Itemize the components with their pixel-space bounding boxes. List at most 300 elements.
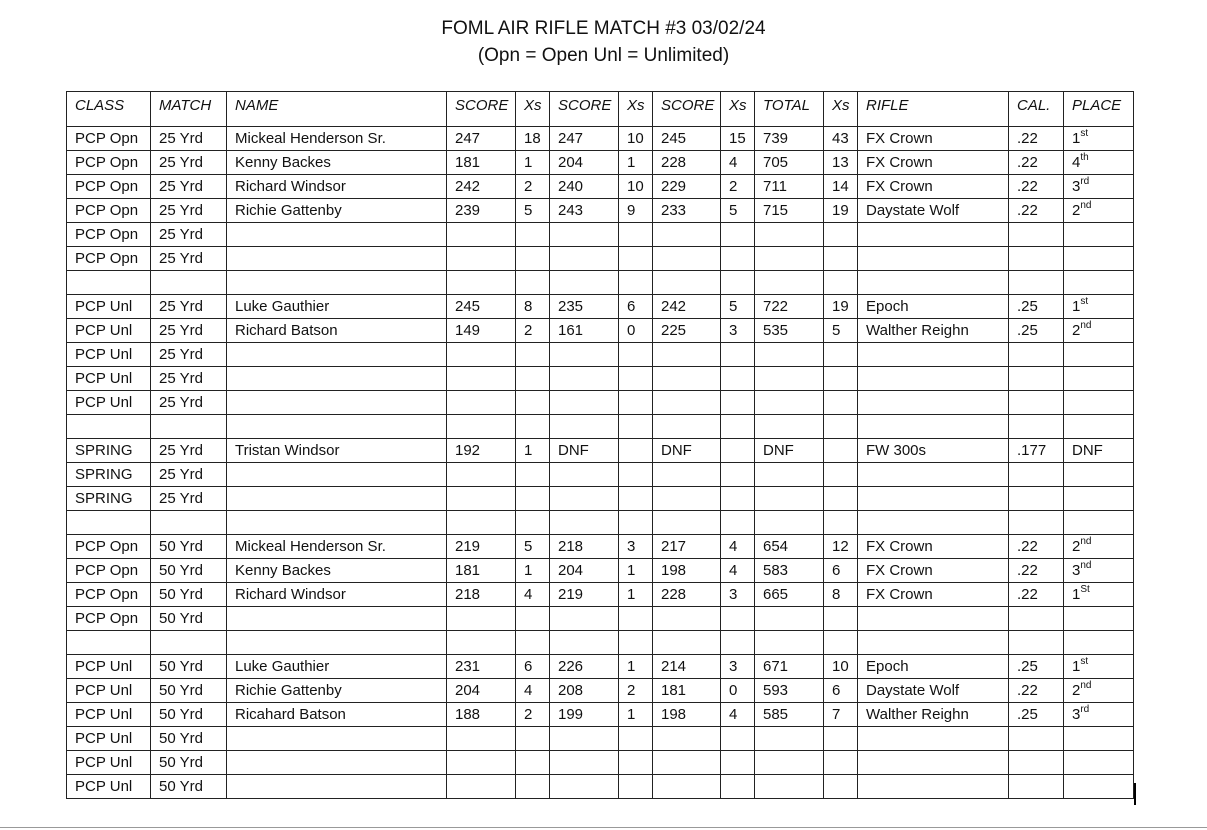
table-cell [619,367,653,391]
ordinal-suffix: nd [1080,560,1092,571]
table-cell [550,367,619,391]
table-cell: Luke Gauthier [227,295,447,319]
table-row [67,391,1134,415]
table-cell [619,727,653,751]
table-cell: .22 [1009,175,1064,199]
table-row [67,679,1134,703]
table-cell [653,415,721,439]
table-cell [824,223,858,247]
table-cell: PCP Unl [67,775,151,799]
table-cell: 4 [721,703,755,727]
table-cell: 665 [755,583,824,607]
table-cell: 535 [755,319,824,343]
table-cell [447,487,516,511]
table-cell: Richard Windsor [227,583,447,607]
table-cell [516,343,550,367]
table-cell: FW 300s [858,439,1009,463]
table-cell: 149 [447,319,516,343]
column-header: Xs [824,92,858,127]
table-cell: 1 [516,559,550,583]
table-cell [653,223,721,247]
table-cell [858,775,1009,799]
table-cell [619,343,653,367]
table-cell [516,511,550,535]
table-cell [653,631,721,655]
table-cell [1064,751,1134,775]
table-cell: PCP Opn [67,535,151,559]
table-cell: 245 [447,295,516,319]
table-cell: 1 [516,439,550,463]
table-cell: 239 [447,199,516,223]
table-cell: 6 [619,295,653,319]
table-cell [227,343,447,367]
table-cell [653,271,721,295]
table-cell [1009,775,1064,799]
table-cell: 1 [516,151,550,175]
table-cell [447,751,516,775]
table-cell [755,727,824,751]
table-cell [824,775,858,799]
text-cursor [1134,783,1136,805]
table-cell [1009,415,1064,439]
table-cell: 7 [824,703,858,727]
table-cell [227,607,447,631]
table-cell: Richie Gattenby [227,679,447,703]
table-cell: 10 [619,127,653,151]
table-row [67,463,1134,487]
table-row [67,703,1134,727]
table-cell: 219 [550,583,619,607]
table-cell: SPRING [67,487,151,511]
table-cell: 217 [653,535,721,559]
table-cell [447,343,516,367]
table-cell: 1St [1064,583,1134,607]
table-cell [550,511,619,535]
column-header: CLASS [67,92,151,127]
ordinal-suffix: nd [1080,320,1092,331]
table-cell [858,607,1009,631]
table-cell: .22 [1009,583,1064,607]
table-cell [1064,247,1134,271]
table-cell [824,631,858,655]
table-cell: 204 [447,679,516,703]
table-cell: .22 [1009,535,1064,559]
table-cell [1009,391,1064,415]
table-cell [447,511,516,535]
table-cell [550,751,619,775]
table-row [67,367,1134,391]
table-cell [619,631,653,655]
table-cell [619,391,653,415]
ordinal-suffix: nd [1080,536,1092,547]
table-cell [1064,367,1134,391]
ordinal-suffix: th [1080,152,1089,163]
table-cell: 25 Yrd [151,127,227,151]
table-cell: .22 [1009,559,1064,583]
table-row [67,487,1134,511]
table-cell [721,415,755,439]
table-cell: 219 [447,535,516,559]
table-cell [858,511,1009,535]
table-cell: .22 [1009,151,1064,175]
table-cell [824,415,858,439]
table-cell: PCP Unl [67,367,151,391]
table-cell [1009,343,1064,367]
separator-row [67,631,1134,655]
table-cell: 585 [755,703,824,727]
table-cell [516,775,550,799]
table-cell: 233 [653,199,721,223]
separator-row [67,271,1134,295]
column-header: RIFLE [858,92,1009,127]
table-cell: 4 [721,559,755,583]
table-cell: 4 [721,535,755,559]
column-header: Xs [516,92,550,127]
table-cell [227,751,447,775]
table-cell [447,415,516,439]
table-cell: 2 [619,679,653,703]
table-cell [550,775,619,799]
table-cell [721,463,755,487]
table-cell: Daystate Wolf [858,199,1009,223]
table-cell [447,607,516,631]
table-cell [1009,247,1064,271]
table-cell: 12 [824,535,858,559]
table-cell [653,247,721,271]
table-cell: 247 [447,127,516,151]
table-cell: DNF [550,439,619,463]
table-cell: 2nd [1064,319,1134,343]
table-cell [1064,775,1134,799]
table-cell [227,727,447,751]
table-cell [516,727,550,751]
table-cell: PCP Opn [67,151,151,175]
table-cell: Richard Windsor [227,175,447,199]
table-cell [1064,223,1134,247]
table-cell: 25 Yrd [151,319,227,343]
table-cell [653,367,721,391]
table-cell [67,271,151,295]
table-cell: 6 [824,679,858,703]
table-cell [550,391,619,415]
table-cell: 2 [516,703,550,727]
table-cell: 5 [824,319,858,343]
table-cell: 5 [721,295,755,319]
table-cell: DNF [755,439,824,463]
table-cell: 25 Yrd [151,463,227,487]
table-cell: .22 [1009,199,1064,223]
table-cell: 14 [824,175,858,199]
table-cell: Kenny Backes [227,559,447,583]
table-cell [1064,463,1134,487]
table-cell [516,223,550,247]
table-cell [755,367,824,391]
table-cell [858,391,1009,415]
table-cell: Mickeal Henderson Sr. [227,535,447,559]
table-cell [721,511,755,535]
table-cell [516,631,550,655]
table-row [67,727,1134,751]
table-cell: 711 [755,175,824,199]
table-cell: PCP Opn [67,199,151,223]
table-cell [858,631,1009,655]
table-row [67,583,1134,607]
table-cell [653,343,721,367]
table-cell: .177 [1009,439,1064,463]
ordinal-suffix: st [1080,296,1089,307]
results-table [66,91,1134,799]
table-cell [1064,487,1134,511]
table-cell [1009,511,1064,535]
table-cell: Daystate Wolf [858,679,1009,703]
table-cell: 18 [516,127,550,151]
table-cell: 161 [550,319,619,343]
table-cell: FX Crown [858,127,1009,151]
table-row [67,559,1134,583]
table-cell [653,487,721,511]
table-cell [824,391,858,415]
table-cell [858,463,1009,487]
table-cell [1064,271,1134,295]
table-cell: 25 Yrd [151,175,227,199]
table-cell: 50 Yrd [151,679,227,703]
table-cell [550,223,619,247]
table-cell: 25 Yrd [151,487,227,511]
table-cell: 50 Yrd [151,727,227,751]
column-header: CAL. [1009,92,1064,127]
table-cell: 225 [653,319,721,343]
table-cell [516,391,550,415]
table-row [67,199,1134,223]
table-cell [721,367,755,391]
table-cell [721,751,755,775]
table-cell: 2nd [1064,535,1134,559]
table-cell [1009,271,1064,295]
table-cell: DNF [653,439,721,463]
table-cell: 50 Yrd [151,655,227,679]
table-cell [550,607,619,631]
table-cell: 25 Yrd [151,223,227,247]
table-cell [619,415,653,439]
table-cell [721,223,755,247]
table-cell: PCP Unl [67,319,151,343]
table-row [67,295,1134,319]
table-cell [227,775,447,799]
table-cell: DNF [1064,439,1134,463]
table-cell: 228 [653,151,721,175]
table-cell: Richard Batson [227,319,447,343]
table-cell [824,727,858,751]
table-cell: PCP Opn [67,127,151,151]
column-header: Xs [721,92,755,127]
table-cell: 50 Yrd [151,535,227,559]
table-cell: Tristan Windsor [227,439,447,463]
table-cell: Luke Gauthier [227,655,447,679]
table-cell: 8 [516,295,550,319]
table-cell: FX Crown [858,151,1009,175]
ordinal-suffix: rd [1080,176,1090,187]
table-cell [1064,607,1134,631]
table-cell [755,607,824,631]
table-row [67,175,1134,199]
table-cell: 583 [755,559,824,583]
table-cell: 6 [516,655,550,679]
table-cell [858,343,1009,367]
table-cell [824,439,858,463]
column-header: TOTAL [755,92,824,127]
table-cell [653,775,721,799]
table-cell: PCP Opn [67,247,151,271]
table-cell: 50 Yrd [151,607,227,631]
table-cell: 204 [550,151,619,175]
table-cell [227,223,447,247]
table-cell: 218 [550,535,619,559]
table-cell: 5 [516,199,550,223]
table-cell: 19 [824,199,858,223]
table-cell [721,631,755,655]
table-cell: .25 [1009,319,1064,343]
table-cell: .22 [1009,127,1064,151]
table-cell: 0 [619,319,653,343]
table-cell: PCP Opn [67,175,151,199]
table-cell [619,487,653,511]
table-cell: FX Crown [858,559,1009,583]
table-cell: 181 [447,559,516,583]
table-cell [755,463,824,487]
table-cell: 1st [1064,295,1134,319]
table-cell: 1 [619,151,653,175]
table-cell: Epoch [858,655,1009,679]
table-cell [824,343,858,367]
table-cell [755,343,824,367]
table-cell: PCP Unl [67,679,151,703]
table-cell [447,247,516,271]
table-cell [824,367,858,391]
ordinal-suffix: st [1080,128,1089,139]
table-cell [550,247,619,271]
table-cell: 25 Yrd [151,439,227,463]
table-cell [1009,751,1064,775]
table-cell [447,775,516,799]
table-cell: 181 [447,151,516,175]
table-cell: 722 [755,295,824,319]
table-cell: Mickeal Henderson Sr. [227,127,447,151]
table-cell: 5 [721,199,755,223]
table-cell [653,463,721,487]
table-cell: 25 Yrd [151,343,227,367]
table-cell: 228 [653,583,721,607]
column-header: Xs [619,92,653,127]
table-cell: FX Crown [858,583,1009,607]
table-cell [550,727,619,751]
table-row [67,247,1134,271]
table-cell [1064,631,1134,655]
table-cell: 715 [755,199,824,223]
table-cell [227,487,447,511]
table-cell: PCP Unl [67,655,151,679]
table-cell [1064,727,1134,751]
separator-row [67,511,1134,535]
table-cell: 1 [619,703,653,727]
table-cell [619,751,653,775]
table-row [67,439,1134,463]
table-row [67,775,1134,799]
table-cell: 4 [516,679,550,703]
table-cell: 214 [653,655,721,679]
table-cell [824,463,858,487]
table-cell [447,463,516,487]
table-cell: 247 [550,127,619,151]
table-cell [550,463,619,487]
table-cell: 25 Yrd [151,247,227,271]
table-cell: 3nd [1064,559,1134,583]
table-cell [1064,511,1134,535]
table-cell: 3 [619,535,653,559]
table-cell: 204 [550,559,619,583]
table-cell: PCP Opn [67,223,151,247]
table-cell: 2nd [1064,679,1134,703]
table-cell [516,751,550,775]
table-cell: 1 [619,583,653,607]
table-cell [1009,487,1064,511]
table-cell [1064,343,1134,367]
table-cell: 9 [619,199,653,223]
table-cell [1009,463,1064,487]
table-cell [653,607,721,631]
table-cell: 4 [721,151,755,175]
table-cell: 3rd [1064,175,1134,199]
table-cell [619,463,653,487]
table-cell: Walther Reighn [858,703,1009,727]
table-cell: Richie Gattenby [227,199,447,223]
table-cell: 50 Yrd [151,559,227,583]
header-row [67,92,1134,127]
table-cell [1009,367,1064,391]
table-cell: 43 [824,127,858,151]
table-cell [619,775,653,799]
table-cell [755,391,824,415]
table-cell: 218 [447,583,516,607]
table-cell: 245 [653,127,721,151]
table-cell [1009,727,1064,751]
table-cell [227,463,447,487]
table-cell: 50 Yrd [151,751,227,775]
table-cell [755,487,824,511]
table-cell [824,247,858,271]
table-cell: 671 [755,655,824,679]
document-subtitle: (Opn = Open Unl = Unlimited) [477,45,730,66]
table-row [67,343,1134,367]
table-cell [824,751,858,775]
table-cell [653,391,721,415]
table-cell: PCP Unl [67,703,151,727]
table-row [67,607,1134,631]
table-cell: 25 Yrd [151,151,227,175]
separator-row [67,415,1134,439]
table-cell [227,391,447,415]
table-row [67,655,1134,679]
table-cell: FX Crown [858,175,1009,199]
table-cell: 10 [824,655,858,679]
ordinal-suffix: St [1080,584,1090,595]
table-cell [858,247,1009,271]
table-cell: 4 [516,583,550,607]
table-cell [619,223,653,247]
table-cell [619,271,653,295]
table-cell: Epoch [858,295,1009,319]
table-cell [227,247,447,271]
table-cell: 739 [755,127,824,151]
